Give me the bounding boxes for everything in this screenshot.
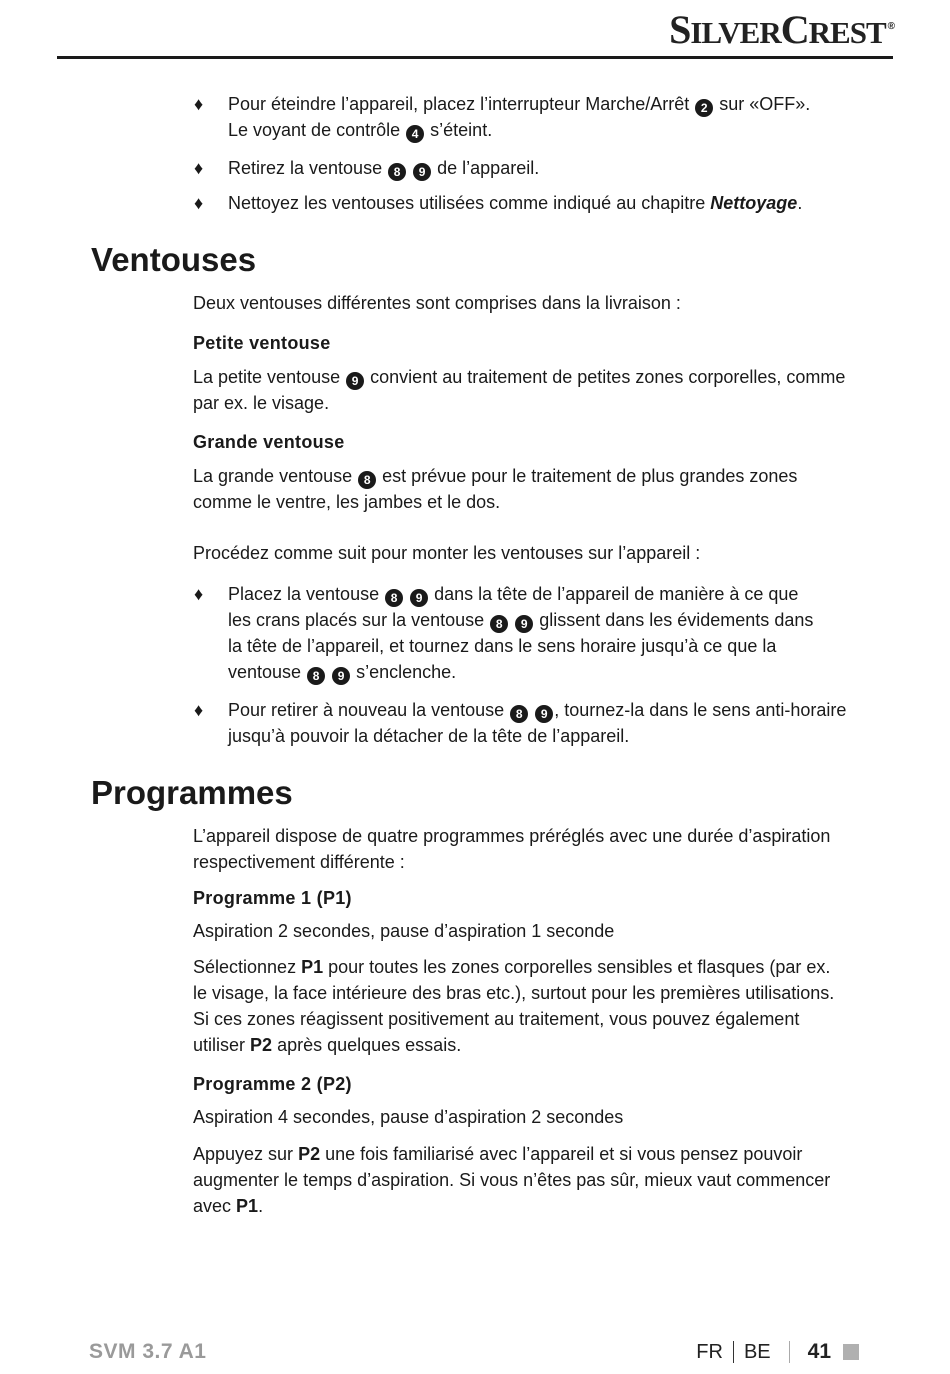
heading-programme-1: Programme 1 (P1)	[193, 888, 352, 908]
ref-number-badge: 8	[385, 589, 403, 607]
programme-2-aspiration: Aspiration 4 secondes, pause d’aspiration 2 secondes	[193, 1107, 624, 1127]
section-title-programmes: Programmes	[91, 774, 293, 811]
footer-divider	[789, 1341, 790, 1363]
ref-number-badge: 9	[332, 667, 350, 685]
bullet-item: ♦ Retirez la ventouse 8 9 de l’appareil.	[194, 155, 894, 181]
header-rule	[57, 56, 893, 59]
bullet-icon: ♦	[194, 158, 204, 178]
bullet-item: ♦ Pour éteindre l’appareil, placez l’interrupteur Marche/Arrêt 2 sur «OFF». Le voyant de contrôle 4 s’éteint.	[194, 91, 894, 143]
ref-number-badge: 8	[490, 615, 508, 633]
ventouses-intro: Deux ventouses différentes sont comprises dans la livraison :	[193, 293, 681, 313]
section-title-ventouses: Ventouses	[91, 241, 257, 278]
procedure-intro: Procédez comme suit pour monter les ventouses sur l’appareil :	[193, 543, 701, 563]
bullet-item: ♦ Placez la ventouse 8 9 dans la tête de l’appareil de manière à ce que les crans placés sur la ventouse 8 9 glissent dans les évidements dans la tête de l’appareil, et tournez dans le sens horaire jusqu’à ce que la ventouse 8 9 s’enclenche.	[194, 581, 894, 685]
footer-lang-be: BE	[743, 1340, 771, 1363]
bullet-icon: ♦	[194, 700, 204, 720]
ref-number-badge: 9	[346, 372, 364, 390]
heading-petite-ventouse: Petite ventouse	[193, 333, 331, 353]
ref-number-badge: 2	[695, 99, 713, 117]
chapter-reference: Nettoyage	[710, 193, 798, 213]
bullet-item: ♦ Pour retirer à nouveau la ventouse 8 9 , tournez-la dans le sens anti-horaire jusqu’à pouvoir la détacher de la tête de l’appareil.	[194, 697, 894, 749]
ref-number-badge: 9	[515, 615, 533, 633]
page-number: 41	[807, 1340, 831, 1363]
ref-number-badge: 8	[358, 471, 376, 489]
footer-lang-fr: FR	[696, 1340, 723, 1363]
ref-number-badge: 8	[307, 667, 325, 685]
page-marker-square	[843, 1344, 859, 1360]
ref-number-badge: 9	[535, 705, 553, 723]
footer-divider	[733, 1341, 734, 1363]
brand-logo: SILVERCREST ®	[669, 7, 894, 52]
ref-number-badge: 4	[406, 125, 424, 143]
ref-number-badge: 8	[388, 163, 406, 181]
programme-1-aspiration: Aspiration 2 secondes, pause d’aspiration 1 seconde	[193, 921, 615, 941]
ref-number-badge: 9	[410, 589, 428, 607]
programme-2-text: Appuyez sur P2 une fois familiarisé avec l’appareil et si vous pensez pouvoir augmenter le temps d’aspiration. Si vous n’êtes pas sûr, mieux vaut commencer avec P1.	[193, 1144, 831, 1216]
heading-programme-2: Programme 2 (P2)	[193, 1074, 352, 1094]
ref-number-badge: 9	[413, 163, 431, 181]
petite-ventouse-text: La petite ventouse 9 convient au traitement de petites zones corporelles, comme par ex. le visage.	[193, 367, 846, 413]
footer-model-name: SVM 3.7 A1	[89, 1340, 207, 1363]
grande-ventouse-text: La grande ventouse 8 est prévue pour le traitement de plus grandes zones comme le ventre, les jambes et le dos.	[193, 466, 798, 512]
bullet-icon: ♦	[194, 193, 204, 213]
programmes-intro: L’appareil dispose de quatre programmes préréglés avec une durée d’aspiration respectivement différente :	[193, 826, 831, 872]
bullet-icon: ♦	[194, 584, 204, 604]
ref-number-badge: 8	[510, 705, 528, 723]
footer-page-info	[696, 1340, 859, 1364]
bullet-icon: ♦	[194, 94, 204, 114]
programme-1-text: Sélectionnez P1 pour toutes les zones corporelles sensibles et flasques (par ex. le visage, la face intérieure des bras etc.), surtout pour les premières utilisations. Si ces zones réagissent positivement au traitement, vous pouvez également utiliser P2 après quelques essais.	[193, 957, 835, 1055]
heading-grande-ventouse: Grande ventouse	[193, 432, 345, 452]
bullet-item: ♦ Nettoyez les ventouses utilisées comme indiqué au chapitre Nettoyage.	[194, 190, 894, 216]
